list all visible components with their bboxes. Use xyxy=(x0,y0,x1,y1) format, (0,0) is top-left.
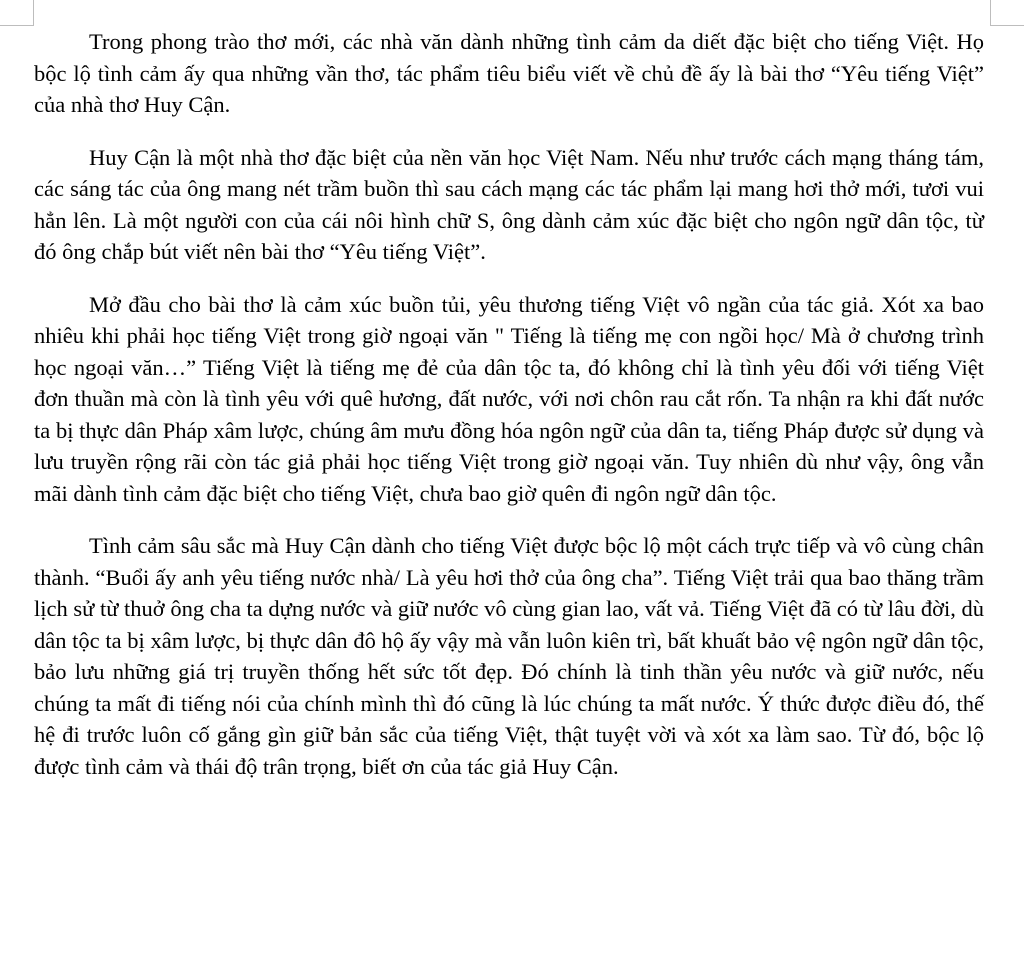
document-body[interactable] xyxy=(34,26,984,803)
paragraph-1: Trong phong trào thơ mới, các nhà văn dành những tình cảm da diết đặc biệt cho tiếng Việt. Họ bộc lộ tình cảm ấy qua những vần thơ, tác phẩm tiêu biểu viết về chủ đề ấy là bài thơ “Yêu tiếng Việt” của nhà thơ Huy Cận. xyxy=(34,29,984,117)
paragraph-3: Mở đầu cho bài thơ là cảm xúc buồn tủi, yêu thương tiếng Việt vô ngần của tác giả. Xót xa bao nhiêu khi phải học tiếng Việt trong giờ ngoại văn " Tiếng là tiếng mẹ con ngồi học/ Mà ở chương trình học ngoại văn…” Tiếng Việt là tiếng mẹ đẻ của dân tộc ta, đó không chỉ là tình yêu đối với tiếng Việt đơn thuần mà còn là tình yêu với quê hương, đất nước, với nơi chôn rau cắt rốn. Ta nhận ra khi đất nước ta bị thực dân Pháp xâm lược, chúng âm mưu đồng hóa ngôn ngữ của dân ta, tiếng Pháp được sử dụng và lưu truyền rộng rãi còn tác giả phải học tiếng Việt trong giờ ngoại văn. Tuy nhiên dù như vậy, ông vẫn mãi dành tình cảm đặc biệt cho tiếng Việt, chưa bao giờ quên đi ngôn ngữ dân tộc. xyxy=(34,291,984,506)
paragraph-4: Tình cảm sâu sắc mà Huy Cận dành cho tiếng Việt được bộc lộ một cách trực tiếp và vô cùng chân thành. “Buổi ấy anh yêu tiếng nước nhà/ Là yêu hơi thở của ông cha”. Tiếng Việt trải qua bao thăng trầm lịch sử từ thuở ông cha ta dựng nước và giữ nước vô cùng gian lao, vất vả. Tiếng Việt đã có từ lâu đời, dù dân tộc ta bị xâm lược, bị thực dân đô hộ ấy vậy mà vẫn luôn kiên trì, bất khuất bảo vệ ngôn ngữ dân tộc, bảo lưu những giá trị truyền thống hết sức tốt đẹp. Đó chính là tinh thần yêu nước và giữ nước, nếu chúng ta mất đi tiếng nói của chính mình thì đó cũng là lúc chúng ta mất nước. Ý thức được điều đó, thế hệ đi trước luôn cố gắng gìn giữ bản sắc của tiếng Việt, thật tuyệt vời và xót xa làm sao. Từ đó, bộc lộ được tình cảm và thái độ trân trọng, biết ơn của tác giả Huy Cận. xyxy=(34,533,984,779)
top-right-margin-marker xyxy=(990,0,1024,26)
paragraph-2: Huy Cận là một nhà thơ đặc biệt của nền văn học Việt Nam. Nếu như trước cách mạng tháng tám, các sáng tác của ông mang nét trầm buồn thì sau cách mạng các tác phẩm lại mang hơi thở mới, tươi vui hẳn lên. Là một người con của cái nôi hình chữ S, ông dành cảm xúc đặc biệt cho ngôn ngữ dân tộc, từ đó ông chắp bút viết nên bài thơ “Yêu tiếng Việt”. xyxy=(34,144,984,264)
top-left-margin-marker xyxy=(0,0,34,26)
